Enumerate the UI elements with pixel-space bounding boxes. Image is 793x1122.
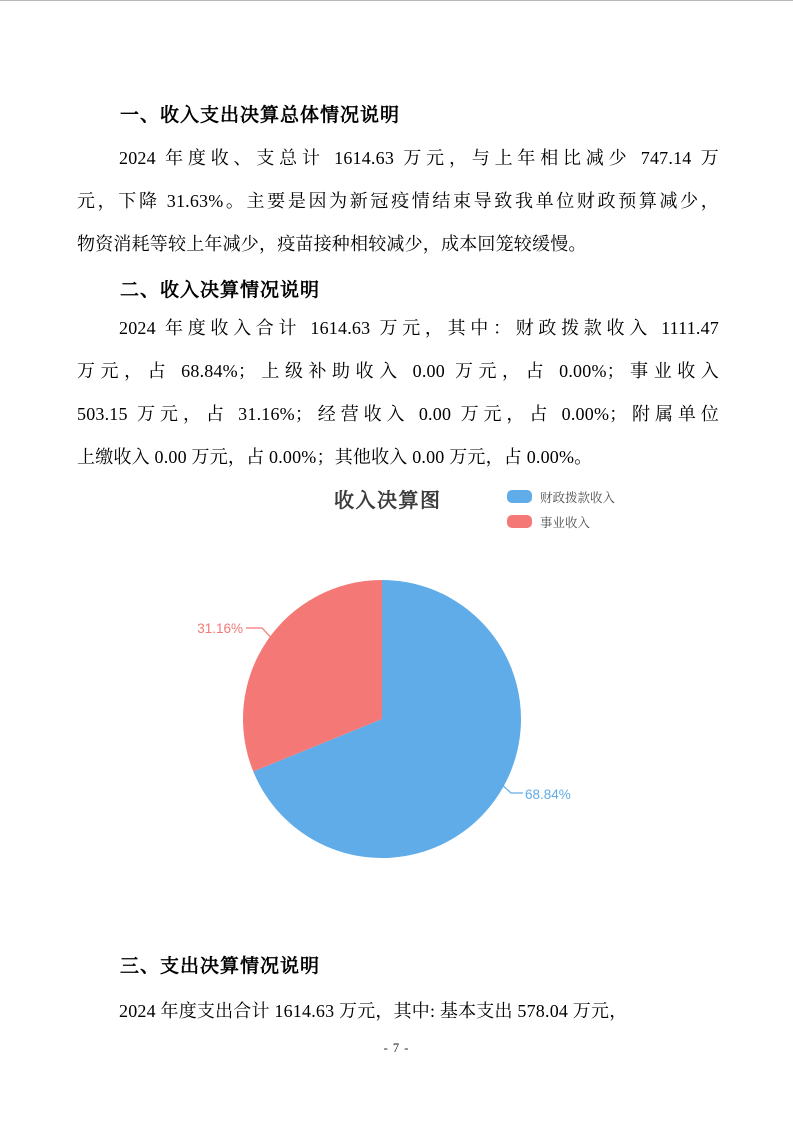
section-3-heading: 三、支出决算情况说明 (120, 956, 321, 977)
legend-label: 事业收入 (540, 515, 591, 530)
chart-title: 收入决算图 (334, 490, 442, 512)
paragraph-line: 上缴收入 0.00 万元，占 0.00%；其他收入 0.00 万元，占 0.00%。 (77, 447, 593, 467)
legend-label: 财政拨款收入 (540, 490, 616, 505)
paragraph-line: 503.15 万元，占 31.16%；经营收入 0.00 万元，占 0.00%；附属单位 (77, 404, 719, 424)
paragraph-line: 元，下降 31.63%。主要是因为新冠疫情结束导致我单位财政预算减少， (77, 191, 719, 211)
pie-label-business-income: 31.16% (197, 621, 243, 636)
paragraph-line: 2024 年度收、支总计 1614.63 万元，与上年相比减少 747.14 万 (119, 148, 719, 168)
paragraph-line: 2024 年度收入合计 1614.63 万元，其中：财政拨款收入 1111.47 (119, 318, 719, 338)
section-3-paragraph (77, 990, 719, 1033)
pie-label-fiscal-allocation: 68.84% (525, 787, 571, 802)
section-1-heading: 一、收入支出决算总体情况说明 (120, 105, 401, 126)
paragraph-line: 万元，占 68.84%；上级补助收入 0.00 万元，占 0.00%；事业收入 (77, 361, 719, 381)
paragraph-line: 2024 年度支出合计 1614.63 万元，其中: 基本支出 578.04 万元， (119, 1001, 628, 1021)
section-2-heading: 二、收入决算情况说明 (120, 280, 321, 301)
paragraph-line: 物资消耗等较上年减少，疫苗接种相较减少，成本回笼较缓慢。 (77, 234, 587, 254)
page-number: - 7 - (383, 1041, 410, 1055)
